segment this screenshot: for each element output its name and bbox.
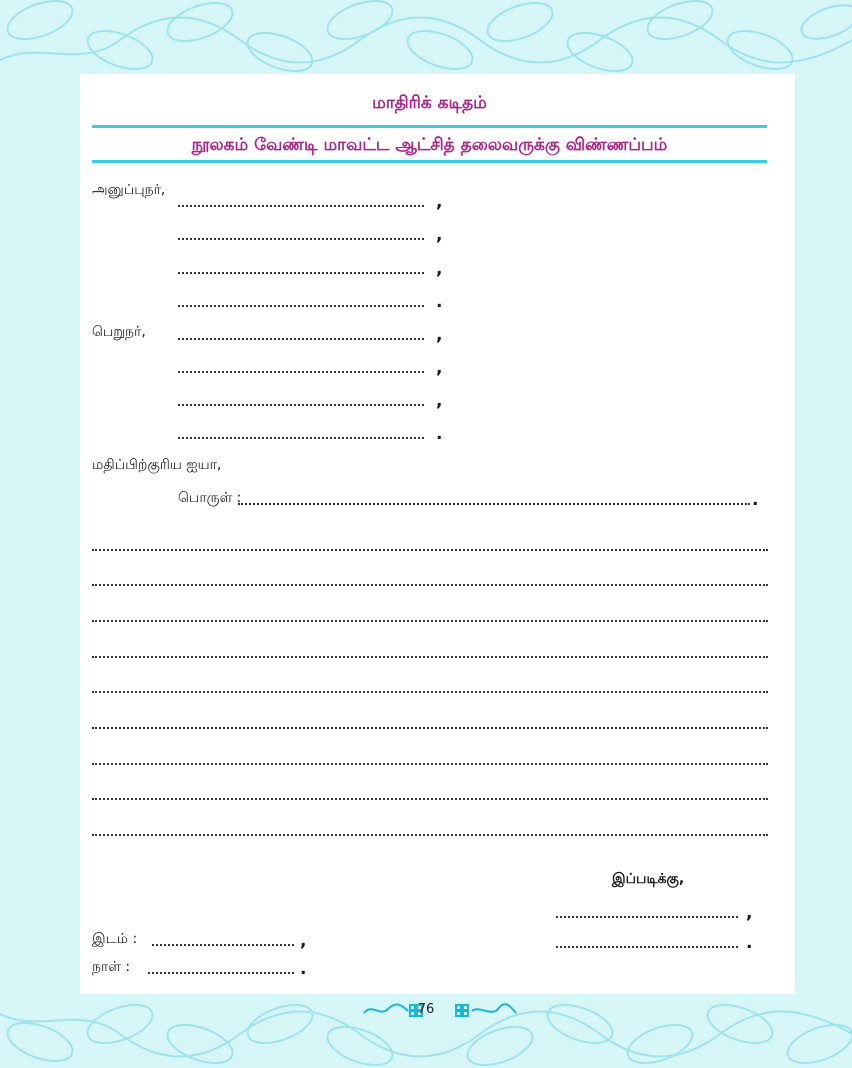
- top-decorative-border: [0, 0, 852, 74]
- document-page: [80, 74, 795, 994]
- body-line-7[interactable]: [92, 763, 768, 765]
- date-end-mark: .: [300, 959, 307, 979]
- receiver-line-2[interactable]: [178, 371, 424, 373]
- sender-line-4[interactable]: [178, 305, 424, 307]
- page-title: மாதிரிக் கடிதம்: [372, 93, 487, 113]
- vine-ornament-right-icon: [454, 1003, 518, 1017]
- receiver-line-4[interactable]: [178, 437, 424, 439]
- body-line-3[interactable]: [92, 620, 768, 622]
- body-line-8[interactable]: [92, 798, 768, 800]
- place-label: இடம் :: [92, 931, 138, 947]
- body-line-2[interactable]: [92, 584, 768, 586]
- receiver-line-3-mark: ,: [436, 391, 443, 411]
- date-label: நாள் :: [92, 959, 131, 975]
- sender-line-1-mark: ,: [436, 192, 443, 212]
- sender-line-3-mark: ,: [436, 259, 443, 279]
- date-line[interactable]: [148, 972, 294, 974]
- subject-line[interactable]: [238, 503, 750, 505]
- body-line-4[interactable]: [92, 656, 768, 658]
- closing-line-1-mark: ,: [746, 903, 753, 923]
- body-line-6[interactable]: [92, 727, 768, 729]
- sender-line-1[interactable]: [178, 205, 424, 207]
- page-number: 76: [417, 1002, 435, 1017]
- sender-line-2-mark: ,: [436, 225, 443, 245]
- closing-line-2-mark: .: [746, 933, 753, 953]
- closing-line-2[interactable]: [556, 946, 738, 948]
- leaf-pattern-icon: [0, 0, 852, 74]
- receiver-line-4-mark: .: [436, 424, 443, 444]
- body-line-9[interactable]: [92, 834, 768, 836]
- closing-line-1[interactable]: [556, 916, 738, 918]
- sender-label: அனுப்புநர்,: [92, 182, 166, 198]
- title-rule-top: [92, 125, 767, 128]
- title-rule-bottom: [92, 160, 767, 163]
- body-line-1[interactable]: [92, 549, 768, 551]
- place-end-mark: ,: [300, 931, 307, 951]
- receiver-label: பெறுநர்,: [92, 324, 146, 340]
- receiver-line-3[interactable]: [178, 404, 424, 406]
- sender-line-4-mark: .: [436, 292, 443, 312]
- body-line-5[interactable]: [92, 691, 768, 693]
- place-line[interactable]: [152, 944, 294, 946]
- sender-line-3[interactable]: [178, 272, 424, 274]
- receiver-line-1-mark: ,: [436, 325, 443, 345]
- receiver-line-1[interactable]: [178, 338, 424, 340]
- receiver-line-2-mark: ,: [436, 358, 443, 378]
- page-subtitle: நூலகம் வேண்டி மாவட்ட ஆட்சித் தலைவருக்கு விண்ணப்பம்: [191, 135, 668, 155]
- closing-label: இப்படிக்கு,: [612, 871, 685, 887]
- salutation: மதிப்பிற்குரிய ஐயா,: [92, 457, 222, 473]
- subject-end-mark: .: [752, 490, 759, 510]
- sender-line-2[interactable]: [178, 238, 424, 240]
- subject-label: பொருள் :: [178, 490, 242, 506]
